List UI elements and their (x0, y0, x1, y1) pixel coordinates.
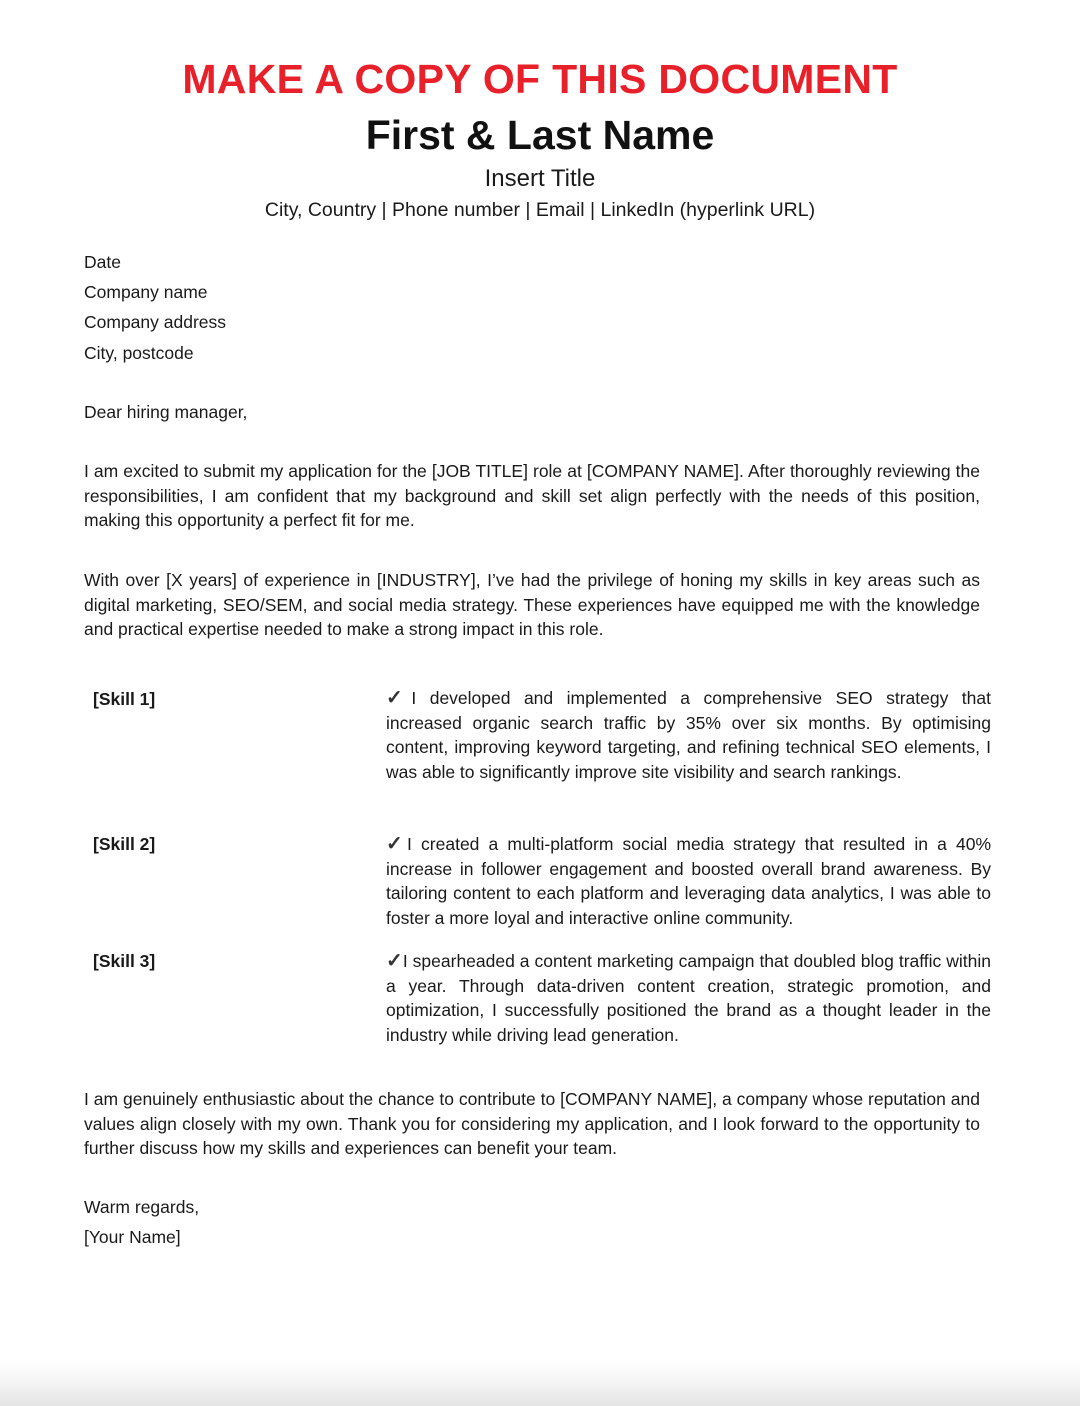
skill-description: I developed and implemented a comprehensive SEO strategy that increased organic search traffic by 35% over six months. By optimising content, improving keyword targeting, and refining technical SEO elements, I was able to significantly improve site visibility and search rankings. (386, 688, 991, 782)
checkmark-icon: ✓ (386, 950, 403, 972)
date-line: Date (84, 252, 121, 272)
skill-description: I spearheaded a content marketing campaign that doubled blog traffic within a year. Through data-driven content creation, strategic promotion, and optimization, I successfully positioned the brand as a thought leader in the industry while driving lead generation. (386, 951, 992, 1045)
signature: [Your Name] (84, 1227, 181, 1247)
skill-label-1: [Skill 1] (93, 689, 156, 709)
skill-text-2 (386, 832, 991, 930)
company-name-line: Company name (84, 282, 208, 302)
skill-description: I created a multi-platform social media strategy that resulted in a 40% increase in follower engagement and boosted overall brand awareness. By tailoring content to each platform and leveraging data analytics, I was able to foster a more loyal and interactive online community. (386, 834, 992, 928)
company-address-line: Company address (84, 312, 227, 332)
closing-paragraph: I am genuinely enthusiastic about the chance to contribute to [COMPANY NAME], a company whose reputation and values align closely with my own. Thank you for considering my application, and I look forward to the opportunity to further discuss how my skills and experiences can benefit your team. (84, 1089, 980, 1158)
applicant-title: Insert Title (484, 165, 596, 192)
signoff: Warm regards, (84, 1197, 200, 1217)
checkmark-icon: ✓ (386, 833, 408, 855)
intro-paragraph: I am excited to submit my application for the [JOB TITLE] role at [COMPANY NAME]. After thoroughly reviewing the responsibilities, I am confident that my background and skill set align perfectly with the needs of this position, making this opportunity a perfect fit for me. (84, 461, 980, 530)
banner-heading: MAKE A COPY OF THIS DOCUMENT (182, 56, 898, 102)
city-postcode-line: City, postcode (84, 343, 194, 363)
skill-label-3: [Skill 3] (93, 951, 156, 971)
skill-text-1 (386, 686, 991, 784)
skill-text-3 (386, 949, 991, 1047)
contact-line: City, Country | Phone number | Email | LinkedIn (hyperlink URL) (264, 199, 816, 221)
salutation: Dear hiring manager, (84, 402, 248, 422)
experience-paragraph: With over [X years] of experience in [INDUSTRY], I’ve had the privilege of honing my skills in key areas such as digital marketing, SEO/SEM, and social media strategy. These experiences have equipped me with the knowledge and practical expertise needed to make a strong impact in this role. (84, 570, 980, 639)
applicant-name: First & Last Name (365, 112, 715, 158)
skill-label-2: [Skill 2] (93, 834, 156, 854)
checkmark-icon: ✓ (386, 687, 412, 709)
